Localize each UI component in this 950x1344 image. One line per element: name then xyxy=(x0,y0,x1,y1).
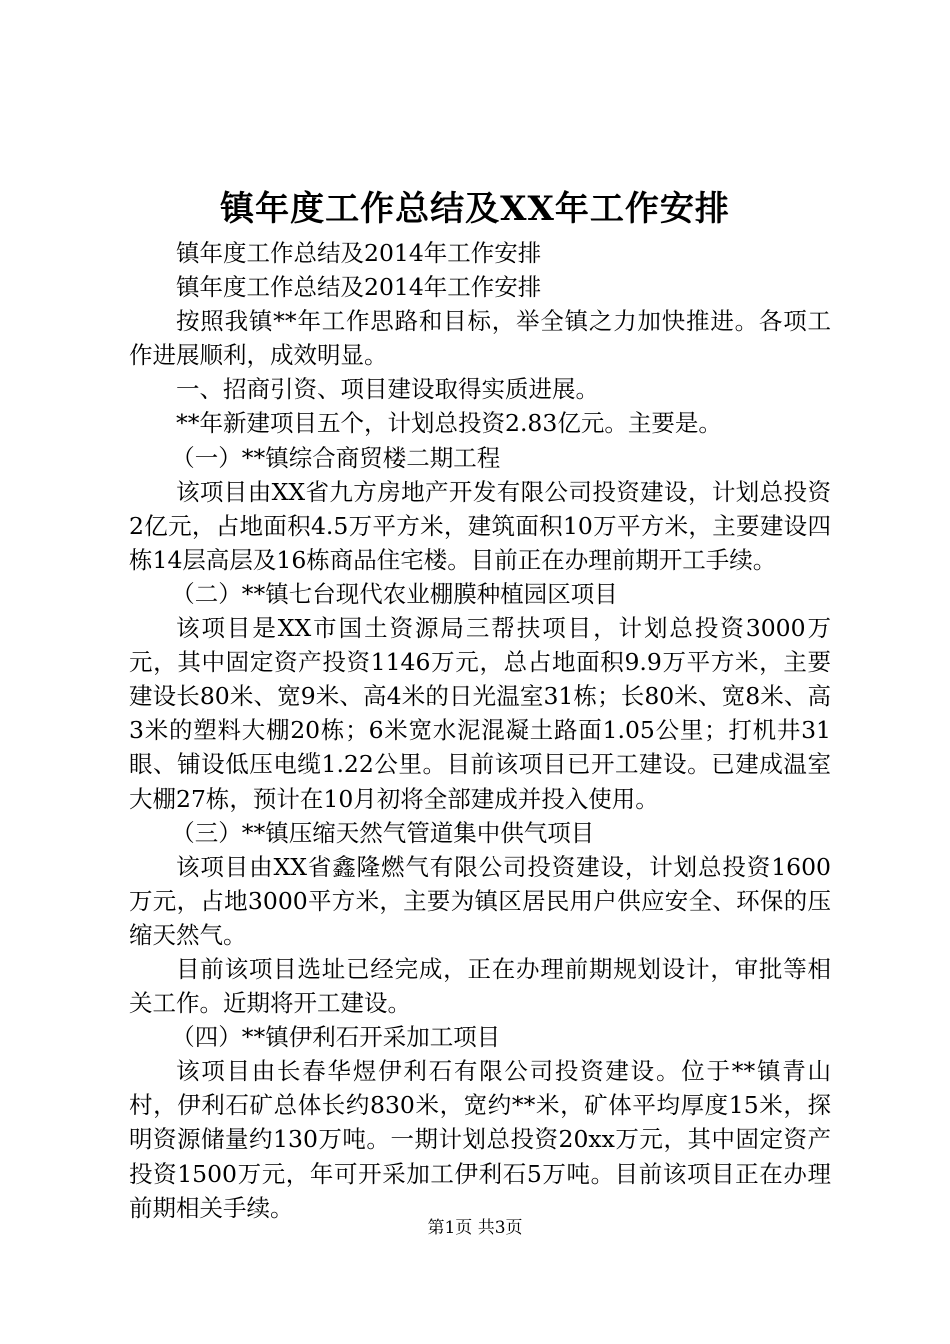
paragraph: 按照我镇**年工作思路和目标，举全镇之力加快推进。各项工作进展顺利，成效明显。 xyxy=(129,307,831,370)
paragraph: 镇年度工作总结及2014年工作安排 xyxy=(176,239,542,267)
subsection-heading: （二）**镇七台现代农业棚膜种植园区项目 xyxy=(171,579,618,608)
paragraph: 该项目是XX市国土资源局三帮扶项目，计划总投资3000万元，其中固定资产投资1146万元，总占地面积9.9万平方米，主要建设长80米、宽9米、高4米的日光温室31栋；长80米、宽8米、高3米的塑料大棚20栋；6米宽水泥混凝土路面1.05公里；打机井31眼、铺设低压电缆1.22公里。目前该项目已开工建设。已建成温室大棚27栋，预计在10月初将全部建成并投入使用。 xyxy=(129,614,831,813)
document-title: 镇年度工作总结及XX年工作安排 xyxy=(220,189,730,229)
document-body xyxy=(129,236,831,1225)
paragraph: 该项目由长春华煜伊利石有限公司投资建设。位于**镇青山村，伊利石矿总体长约830米，宽约**米，矿体平均厚度15米，探明资源储量约130万吨。一期计划总投资20xx万元，其中固定资产投资1500万元，年可开采加工伊利石5万吨。目前该项目正在办理前期相关手续。 xyxy=(129,1057,831,1222)
paragraph: 该项目由XX省鑫隆燃气有限公司投资建设，计划总投资1600万元，占地3000平方米，主要为镇区居民用户供应安全、环保的压缩天然气。 xyxy=(129,852,831,949)
paragraph: 该项目由XX省九方房地产开发有限公司投资建设，计划总投资2亿元，占地面积4.5万平方米，建筑面积10万平方米，主要建设四栋14层高层及16栋商品住宅楼。目前正在办理前期开工手续。 xyxy=(129,477,831,574)
paragraph: 目前该项目选址已经完成，正在办理前期规划设计，审批等相关工作。近期将开工建设。 xyxy=(129,954,831,1018)
subsection-heading: （四）**镇伊利石开采加工项目 xyxy=(171,1023,501,1052)
subsection-heading: （一）**镇综合商贸楼二期工程 xyxy=(171,443,501,472)
subsection-heading: （三）**镇压缩天然气管道集中供气项目 xyxy=(171,818,595,847)
paragraph: **年新建项目五个，计划总投资2.83亿元。主要是。 xyxy=(176,409,722,438)
section-heading: 一、招商引资、项目建设取得实质进展。 xyxy=(176,375,599,404)
page-number-footer: 第1页 共3页 xyxy=(427,1218,523,1238)
paragraph: 镇年度工作总结及2014年工作安排 xyxy=(176,273,542,302)
